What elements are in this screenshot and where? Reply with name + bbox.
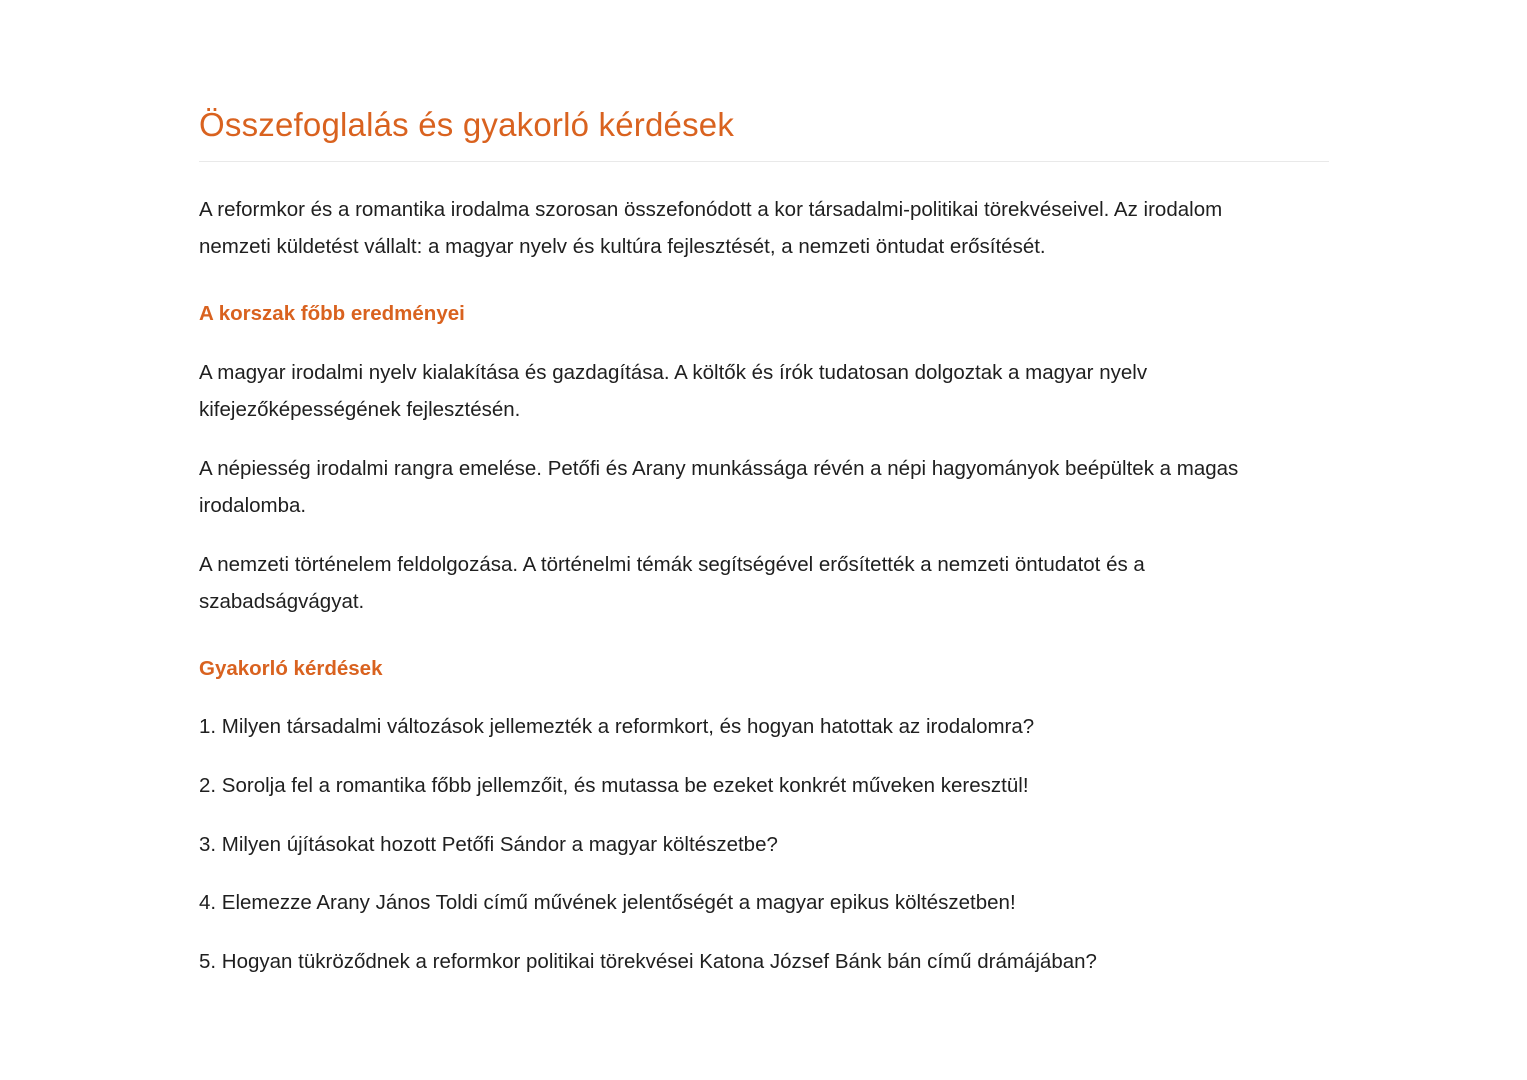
achievement-item: A népiesség irodalmi rangra emelése. Petőfi és Arany munkássága révén a népi hagyományok beépültek a magas irodalomba. [199,457,1239,517]
practice-question: 3. Milyen újításokat hozott Petőfi Sándor a magyar költészetbe? [199,833,778,856]
practice-question: 5. Hogyan tükröződnek a reformkor politikai törekvései Katona József Bánk bán című drámájában? [199,950,1097,973]
page-title: Összefoglalás és gyakorló kérdések [199,106,735,143]
practice-question: 1. Milyen társadalmi változások jellemezték a reformkort, és hogyan hatottak az irodalomra? [199,715,1035,738]
intro-paragraph: A reformkor és a romantika irodalma szorosan összefonódott a kor társadalmi-politikai törekvéseivel. Az irodalom nemzeti küldetést vállalt: a magyar nyelv és kultúra fejlesztését, a nemzeti öntudat erősítését. [199,198,1223,258]
practice-question: 2. Sorolja fel a romantika főbb jellemzőit, és mutassa be ezeket konkrét műveken keresztül! [199,774,1029,797]
achievement-item: A nemzeti történelem feldolgozása. A történelmi témák segítségével erősítették a nemzeti öntudatot és a szabadságvágyat. [199,553,1145,613]
practice-heading: Gyakorló kérdések [199,657,383,680]
practice-question: 4. Elemezze Arany János Toldi című művének jelentőségét a magyar epikus költészetben! [199,891,1016,914]
achievement-item: A magyar irodalmi nyelv kialakítása és gazdagítása. A költők és írók tudatosan dolgoztak a magyar nyelv kifejezőképességének fejlesztésén. [199,361,1148,421]
title-divider [199,161,1329,162]
achievements-heading: A korszak főbb eredményei [199,302,465,325]
